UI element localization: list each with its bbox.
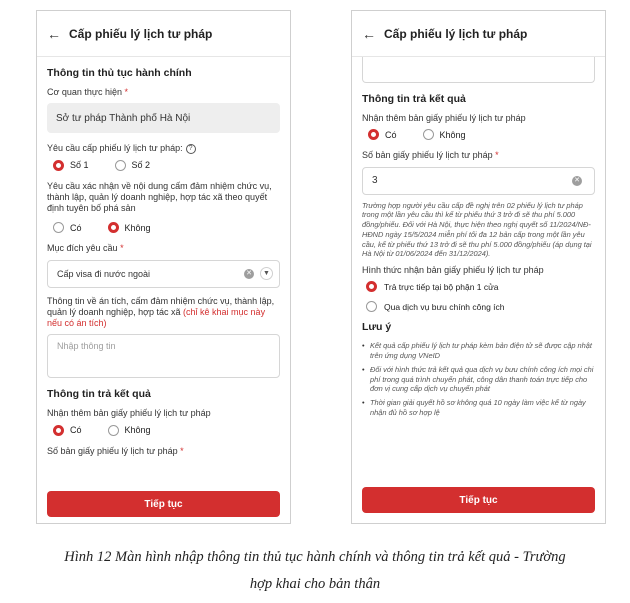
- phone-screen-right: [351, 10, 606, 524]
- scrolled-input-bottom: [362, 57, 595, 83]
- radio-option-co[interactable]: Có: [53, 222, 82, 233]
- agency-field: Sở tư pháp Thành phố Hà Nội: [47, 103, 280, 133]
- figure-caption: [0, 544, 630, 598]
- list-item: • Kết quả cấp phiếu lý lịch tư pháp kèm bản điện tử sẽ được cập nhật trên ứng dụng VNeID: [362, 341, 595, 361]
- caption-line: hợp khai cho bản thân: [249, 576, 381, 592]
- clear-icon[interactable]: ✕: [244, 269, 254, 279]
- delivery-option-postal[interactable]: Qua dịch vụ bưu chính công ích: [366, 301, 595, 312]
- radio-option-co[interactable]: Có: [368, 129, 397, 140]
- agency-label: Cơ quan thực hiện *: [47, 87, 129, 97]
- radio-unselected-icon: [108, 425, 119, 436]
- radio-unselected-icon: [366, 301, 377, 312]
- phone-screen-left: [36, 10, 291, 524]
- criminal-info-note: (chỉ kê khai mục này nếu có án tích): [47, 306, 266, 328]
- radio-selected-icon: [368, 129, 379, 140]
- copies-label: Số bản giấy phiếu lý lịch tư pháp *: [362, 150, 499, 161]
- radio-unselected-icon: [53, 222, 64, 233]
- receive-copy-label: Nhận thêm bản giấy phiếu lý lịch tư pháp: [47, 408, 211, 419]
- purpose-select[interactable]: [47, 260, 280, 288]
- receive-copy-label: Nhận thêm bản giấy phiếu lý lịch tư pháp: [362, 113, 526, 123]
- fee-note: Trường hợp người yêu cầu cấp đề nghị trên 02 phiếu lý lịch tư pháp trong một lần yêu cầu thì kể từ phiếu thứ 3 trở đi sẽ thu phí 5.000 đồng/phiếu. Đối với Hà Nội, thực hiện theo nghị quyết số 11/2024/NĐ-HĐND ngày 15/5/2024 miễn phí tối đa 12 bản cấp trong một lần yêu cầu, kể từ phiếu thứ 13 trở đi sẽ thu phí 5.000 đồng/phiếu (áp dụng tại Hà Nội từ 01/06/2024 đến 31/12/2024).: [362, 200, 592, 259]
- chevron-down-icon[interactable]: ▼: [260, 267, 273, 280]
- count-request-radios: [53, 160, 280, 171]
- delivery-label: Hình thức nhận bản giấy phiếu lý lịch tư pháp: [362, 265, 544, 276]
- back-arrow-icon[interactable]: ←: [362, 25, 376, 42]
- back-arrow-icon[interactable]: ←: [47, 25, 61, 42]
- page-title: Cấp phiếu lý lịch tư pháp: [69, 26, 213, 41]
- radio-selected-icon: [53, 160, 64, 171]
- admin-section-title: Thông tin thủ tục hành chính: [47, 67, 192, 79]
- radio-option-khong[interactable]: Không: [423, 129, 466, 140]
- continue-button[interactable]: Tiếp tục: [362, 487, 595, 513]
- radio-selected-icon: [366, 281, 377, 292]
- confirm-request-radios: [53, 222, 280, 233]
- criminal-info-label: Thông tin về án tích, cấm đảm nhiệm chức vụ, thành lập, quản lý doanh nghiệp, hợp tác xã (chỉ kê khai mục này nếu có án tích): [47, 295, 275, 328]
- caption-line: Hình 12 Màn hình nhập thông tin thủ tục hành chính và thông tin trả kết quả - Trường: [64, 549, 566, 565]
- purpose-value: Cấp visa đi nước ngoài: [57, 268, 150, 279]
- copies-label: Số bản giấy phiếu lý lịch tư pháp *: [47, 445, 184, 456]
- radio-option-so-2[interactable]: Số 2: [115, 160, 151, 171]
- confirm-request-label: Yêu cầu xác nhận về nội dung cấm đảm nhiệm chức vụ, thành lập, quản lý doanh nghiệp, hợp tác xã theo quyết định tuyên bố phá sản: [47, 180, 272, 213]
- radio-unselected-icon: [423, 129, 434, 140]
- result-section-title: Thông tin trả kết quả: [362, 93, 466, 105]
- radio-selected-icon: [108, 222, 119, 233]
- copies-input[interactable]: [362, 167, 595, 195]
- app-header: [352, 11, 605, 57]
- notes-title: Lưu ý: [362, 321, 392, 334]
- delivery-option-direct[interactable]: Trả trực tiếp tại bộ phận 1 cửa: [366, 281, 595, 292]
- notes-list: [362, 341, 595, 417]
- receive-copy-radios: [368, 129, 595, 140]
- list-item: • Đối với hình thức trả kết quả qua dịch vụ bưu chính công ích mọi chi phí trong quá trình chuyển phát, công dân thanh toán trực tiếp cho đơn vị cung cấp dịch vụ chuyển phát: [362, 365, 595, 394]
- list-item: • Thời gian giải quyết hồ sơ không quá 10 ngày làm việc kể từ ngày nhận đủ hồ sơ hợp lệ: [362, 398, 595, 418]
- radio-unselected-icon: [115, 160, 126, 171]
- radio-option-co[interactable]: Có: [53, 425, 82, 436]
- clear-icon[interactable]: ✕: [572, 176, 582, 186]
- radio-selected-icon: [53, 425, 64, 436]
- radio-option-khong[interactable]: Không: [108, 425, 151, 436]
- continue-button[interactable]: Tiếp tục: [47, 491, 280, 517]
- purpose-label: Mục đích yêu cầu *: [47, 243, 124, 254]
- copies-value: 3: [372, 175, 378, 186]
- app-header: [37, 11, 290, 57]
- help-icon[interactable]: ?: [186, 144, 196, 154]
- result-section-title: Thông tin trả kết quả: [47, 388, 151, 401]
- receive-copy-radios: [53, 425, 280, 436]
- radio-option-khong[interactable]: Không: [108, 222, 151, 233]
- page-title: Cấp phiếu lý lịch tư pháp: [384, 26, 528, 41]
- criminal-info-input[interactable]: Nhập thông tin: [47, 334, 280, 378]
- count-request-label: Yêu cầu cấp phiếu lý lịch tư pháp: ?: [47, 143, 280, 154]
- radio-option-so-1[interactable]: Số 1: [53, 160, 89, 171]
